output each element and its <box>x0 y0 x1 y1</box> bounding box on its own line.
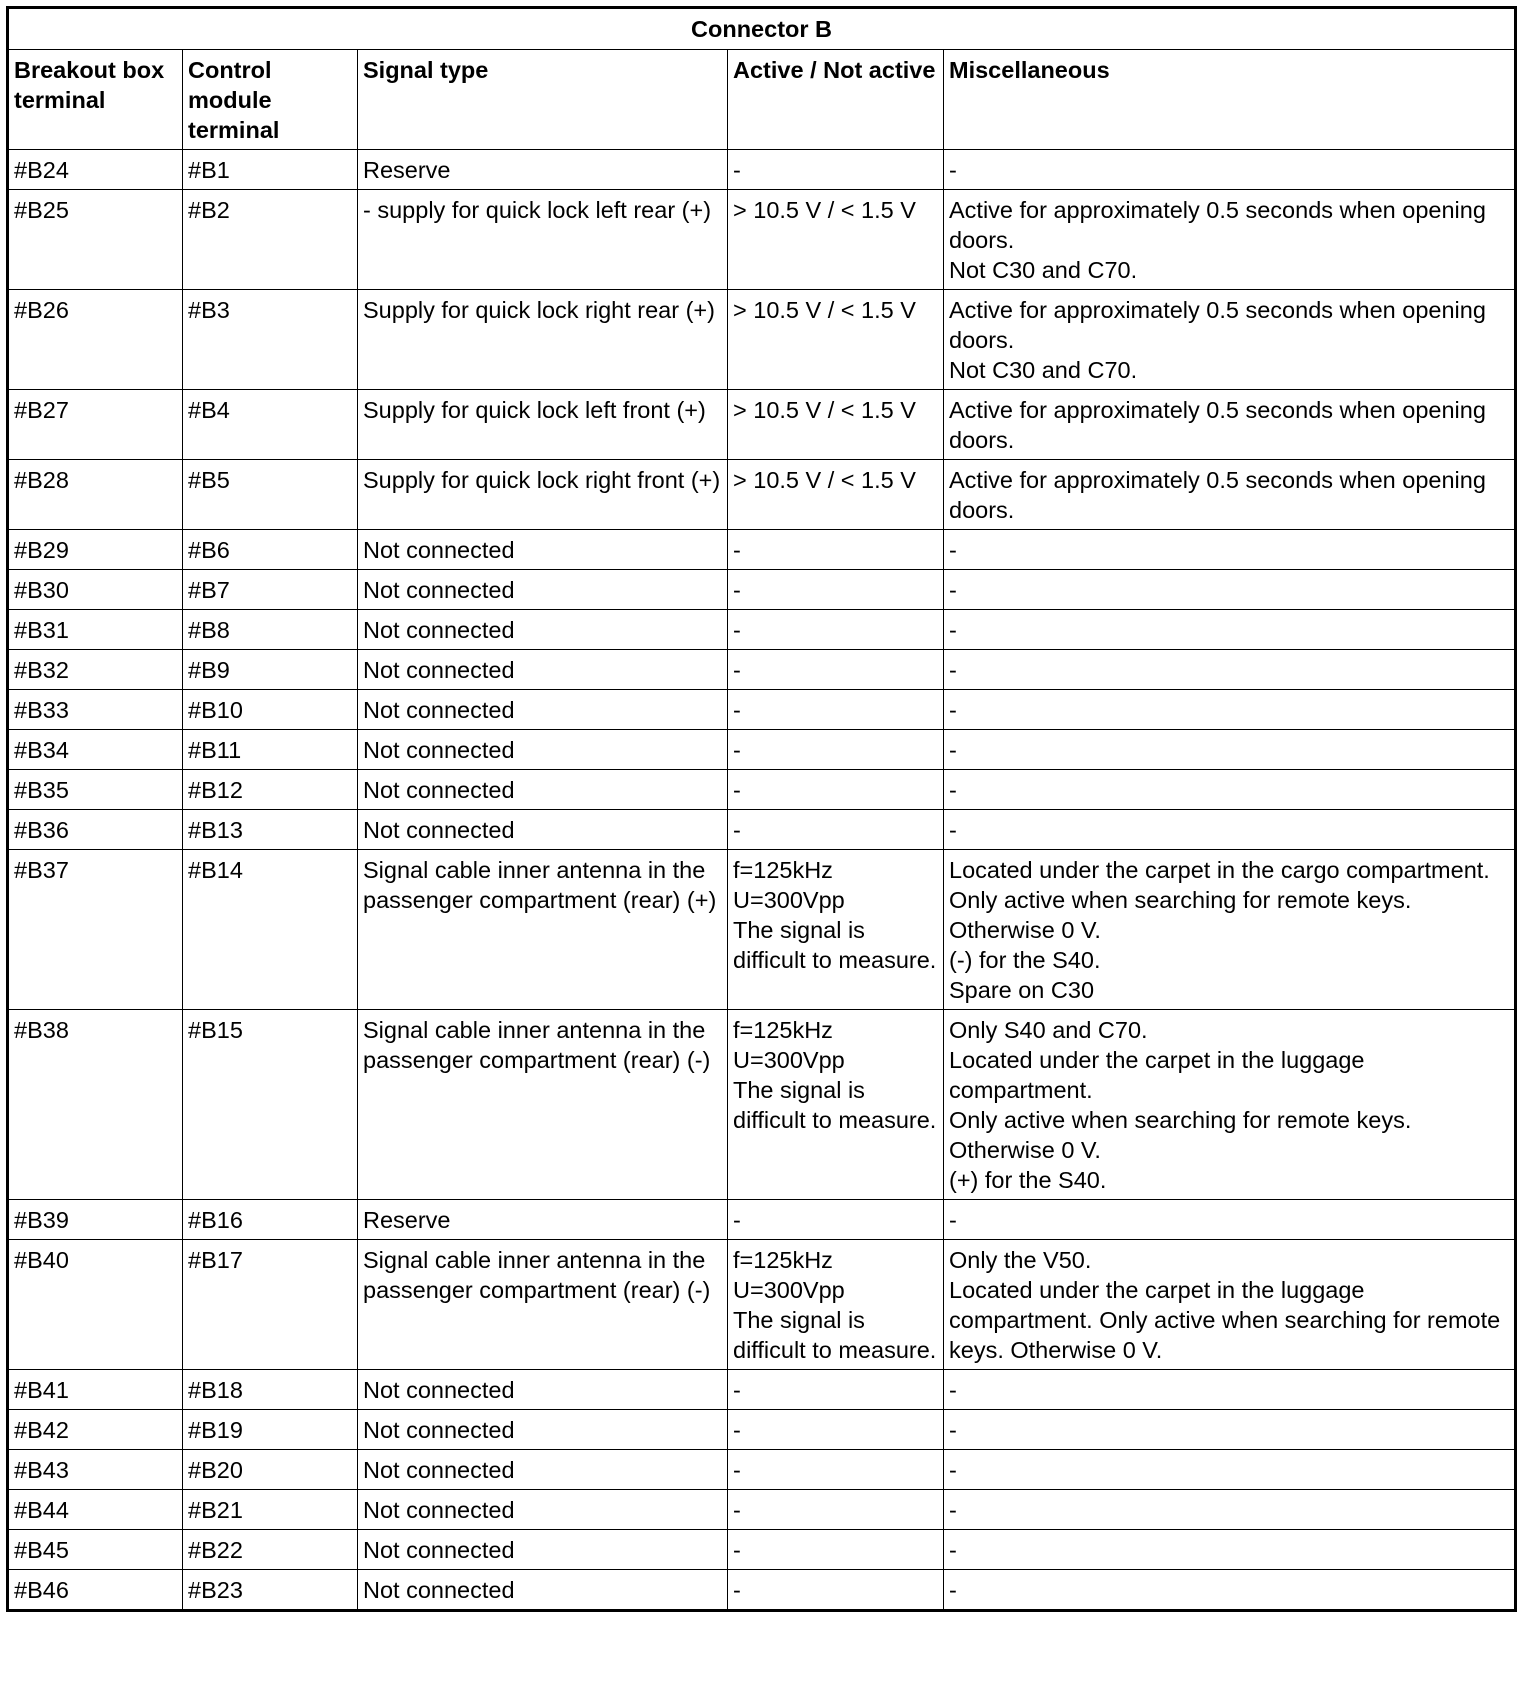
cell-breakout-box-terminal: #B30 <box>8 570 183 610</box>
cell-control-module-terminal: #B1 <box>183 150 358 190</box>
cell-active-not-active: - <box>728 150 944 190</box>
cell-active-not-active: > 10.5 V / < 1.5 V <box>728 190 944 290</box>
cell-breakout-box-terminal: #B26 <box>8 290 183 390</box>
cell-active-not-active: - <box>728 770 944 810</box>
cell-breakout-box-terminal: #B34 <box>8 730 183 770</box>
cell-miscellaneous: - <box>944 1530 1516 1570</box>
cell-miscellaneous: - <box>944 1370 1516 1410</box>
cell-breakout-box-terminal: #B33 <box>8 690 183 730</box>
cell-signal-type: Signal cable inner antenna in the passenger compartment (rear) (-) <box>358 1010 728 1200</box>
table-row <box>8 290 1516 390</box>
cell-control-module-terminal: #B15 <box>183 1010 358 1200</box>
table-row <box>8 770 1516 810</box>
cell-signal-type: Not connected <box>358 610 728 650</box>
table-row <box>8 150 1516 190</box>
cell-signal-type: Not connected <box>358 730 728 770</box>
table-row <box>8 1570 1516 1611</box>
cell-signal-type: Not connected <box>358 770 728 810</box>
table-row <box>8 1450 1516 1490</box>
table-row <box>8 190 1516 290</box>
cell-signal-type: Supply for quick lock left front (+) <box>358 390 728 460</box>
table-row <box>8 1200 1516 1240</box>
cell-active-not-active: f=125kHz U=300Vpp The signal is difficult to measure. <box>728 1240 944 1370</box>
cell-signal-type: Not connected <box>358 1450 728 1490</box>
cell-signal-type: Supply for quick lock right front (+) <box>358 460 728 530</box>
cell-active-not-active: > 10.5 V / < 1.5 V <box>728 290 944 390</box>
cell-control-module-terminal: #B2 <box>183 190 358 290</box>
table-row <box>8 1010 1516 1200</box>
cell-miscellaneous: - <box>944 1490 1516 1530</box>
cell-active-not-active: - <box>728 650 944 690</box>
cell-breakout-box-terminal: #B28 <box>8 460 183 530</box>
cell-breakout-box-terminal: #B31 <box>8 610 183 650</box>
cell-control-module-terminal: #B20 <box>183 1450 358 1490</box>
cell-active-not-active: - <box>728 530 944 570</box>
cell-signal-type: - supply for quick lock left rear (+) <box>358 190 728 290</box>
cell-active-not-active: - <box>728 1490 944 1530</box>
table-row <box>8 690 1516 730</box>
cell-active-not-active: - <box>728 1450 944 1490</box>
cell-active-not-active: - <box>728 570 944 610</box>
table-row <box>8 1410 1516 1450</box>
cell-control-module-terminal: #B10 <box>183 690 358 730</box>
cell-breakout-box-terminal: #B24 <box>8 150 183 190</box>
cell-active-not-active: > 10.5 V / < 1.5 V <box>728 390 944 460</box>
cell-active-not-active: - <box>728 1410 944 1450</box>
cell-breakout-box-terminal: #B25 <box>8 190 183 290</box>
cell-control-module-terminal: #B11 <box>183 730 358 770</box>
cell-signal-type: Reserve <box>358 1200 728 1240</box>
table-row <box>8 650 1516 690</box>
cell-miscellaneous: - <box>944 610 1516 650</box>
cell-active-not-active: - <box>728 730 944 770</box>
cell-breakout-box-terminal: #B45 <box>8 1530 183 1570</box>
cell-signal-type: Signal cable inner antenna in the passenger compartment (rear) (-) <box>358 1240 728 1370</box>
cell-control-module-terminal: #B3 <box>183 290 358 390</box>
cell-breakout-box-terminal: #B41 <box>8 1370 183 1410</box>
table-row <box>8 1370 1516 1410</box>
cell-control-module-terminal: #B6 <box>183 530 358 570</box>
cell-active-not-active: - <box>728 690 944 730</box>
cell-signal-type: Not connected <box>358 530 728 570</box>
cell-control-module-terminal: #B7 <box>183 570 358 610</box>
cell-active-not-active: - <box>728 1530 944 1570</box>
title-row <box>8 8 1516 50</box>
cell-breakout-box-terminal: #B44 <box>8 1490 183 1530</box>
table-row <box>8 1490 1516 1530</box>
header-row <box>8 50 1516 150</box>
table-row <box>8 460 1516 530</box>
cell-control-module-terminal: #B22 <box>183 1530 358 1570</box>
cell-breakout-box-terminal: #B36 <box>8 810 183 850</box>
cell-active-not-active: > 10.5 V / < 1.5 V <box>728 460 944 530</box>
cell-breakout-box-terminal: #B38 <box>8 1010 183 1200</box>
cell-miscellaneous: Active for approximately 0.5 seconds when opening doors. <box>944 460 1516 530</box>
cell-active-not-active: f=125kHz U=300Vpp The signal is difficult to measure. <box>728 1010 944 1200</box>
cell-breakout-box-terminal: #B32 <box>8 650 183 690</box>
cell-active-not-active: f=125kHz U=300Vpp The signal is difficult to measure. <box>728 850 944 1010</box>
cell-miscellaneous: Only S40 and C70. Located under the carpet in the luggage compartment. Only active when searching for remote keys. Otherwise 0 V. (+) for the S40. <box>944 1010 1516 1200</box>
cell-signal-type: Not connected <box>358 1570 728 1611</box>
header-miscellaneous: Miscellaneous <box>944 50 1516 150</box>
cell-miscellaneous: - <box>944 530 1516 570</box>
table-row <box>8 530 1516 570</box>
table-row <box>8 810 1516 850</box>
cell-active-not-active: - <box>728 1200 944 1240</box>
table-row <box>8 1530 1516 1570</box>
cell-breakout-box-terminal: #B46 <box>8 1570 183 1611</box>
cell-breakout-box-terminal: #B42 <box>8 1410 183 1450</box>
cell-miscellaneous: Active for approximately 0.5 seconds when opening doors. Not C30 and C70. <box>944 190 1516 290</box>
cell-miscellaneous: Only the V50. Located under the carpet in the luggage compartment. Only active when searching for remote keys. Otherwise 0 V. <box>944 1240 1516 1370</box>
cell-miscellaneous: Active for approximately 0.5 seconds when opening doors. <box>944 390 1516 460</box>
cell-signal-type: Not connected <box>358 1410 728 1450</box>
cell-miscellaneous: - <box>944 1200 1516 1240</box>
cell-active-not-active: - <box>728 1570 944 1611</box>
cell-breakout-box-terminal: #B39 <box>8 1200 183 1240</box>
cell-miscellaneous: - <box>944 1410 1516 1450</box>
cell-signal-type: Not connected <box>358 650 728 690</box>
cell-signal-type: Not connected <box>358 1370 728 1410</box>
cell-control-module-terminal: #B9 <box>183 650 358 690</box>
cell-miscellaneous: - <box>944 1570 1516 1611</box>
cell-control-module-terminal: #B18 <box>183 1370 358 1410</box>
cell-control-module-terminal: #B21 <box>183 1490 358 1530</box>
cell-control-module-terminal: #B8 <box>183 610 358 650</box>
cell-signal-type: Not connected <box>358 570 728 610</box>
connector-b-table <box>6 6 1517 1612</box>
cell-breakout-box-terminal: #B29 <box>8 530 183 570</box>
cell-miscellaneous: - <box>944 730 1516 770</box>
cell-signal-type: Signal cable inner antenna in the passenger compartment (rear) (+) <box>358 850 728 1010</box>
header-signal-type: Signal type <box>358 50 728 150</box>
cell-control-module-terminal: #B14 <box>183 850 358 1010</box>
cell-control-module-terminal: #B16 <box>183 1200 358 1240</box>
table-row <box>8 570 1516 610</box>
cell-miscellaneous: - <box>944 150 1516 190</box>
cell-active-not-active: - <box>728 810 944 850</box>
table-row <box>8 610 1516 650</box>
cell-miscellaneous: - <box>944 690 1516 730</box>
cell-signal-type: Reserve <box>358 150 728 190</box>
table-body <box>8 150 1516 1611</box>
table-row <box>8 390 1516 460</box>
cell-miscellaneous: Located under the carpet in the cargo compartment. Only active when searching for remote keys. Otherwise 0 V. (-) for the S40. Spare on C30 <box>944 850 1516 1010</box>
header-active-not-active: Active / Not active <box>728 50 944 150</box>
cell-miscellaneous: - <box>944 570 1516 610</box>
cell-signal-type: Not connected <box>358 810 728 850</box>
cell-control-module-terminal: #B4 <box>183 390 358 460</box>
cell-miscellaneous: - <box>944 810 1516 850</box>
cell-control-module-terminal: #B17 <box>183 1240 358 1370</box>
cell-control-module-terminal: #B12 <box>183 770 358 810</box>
cell-active-not-active: - <box>728 610 944 650</box>
cell-control-module-terminal: #B23 <box>183 1570 358 1611</box>
table-title: Connector B <box>8 8 1516 50</box>
cell-active-not-active: - <box>728 1370 944 1410</box>
header-breakout-box-terminal: Breakout box terminal <box>8 50 183 150</box>
cell-breakout-box-terminal: #B27 <box>8 390 183 460</box>
cell-breakout-box-terminal: #B40 <box>8 1240 183 1370</box>
cell-miscellaneous: - <box>944 650 1516 690</box>
cell-breakout-box-terminal: #B43 <box>8 1450 183 1490</box>
table-row <box>8 850 1516 1010</box>
header-control-module-terminal: Control module terminal <box>183 50 358 150</box>
table-row <box>8 730 1516 770</box>
cell-signal-type: Not connected <box>358 690 728 730</box>
cell-control-module-terminal: #B5 <box>183 460 358 530</box>
cell-miscellaneous: - <box>944 1450 1516 1490</box>
cell-breakout-box-terminal: #B37 <box>8 850 183 1010</box>
cell-miscellaneous: Active for approximately 0.5 seconds when opening doors. Not C30 and C70. <box>944 290 1516 390</box>
cell-control-module-terminal: #B19 <box>183 1410 358 1450</box>
cell-signal-type: Supply for quick lock right rear (+) <box>358 290 728 390</box>
cell-miscellaneous: - <box>944 770 1516 810</box>
table-row <box>8 1240 1516 1370</box>
cell-signal-type: Not connected <box>358 1490 728 1530</box>
cell-signal-type: Not connected <box>358 1530 728 1570</box>
cell-control-module-terminal: #B13 <box>183 810 358 850</box>
cell-breakout-box-terminal: #B35 <box>8 770 183 810</box>
